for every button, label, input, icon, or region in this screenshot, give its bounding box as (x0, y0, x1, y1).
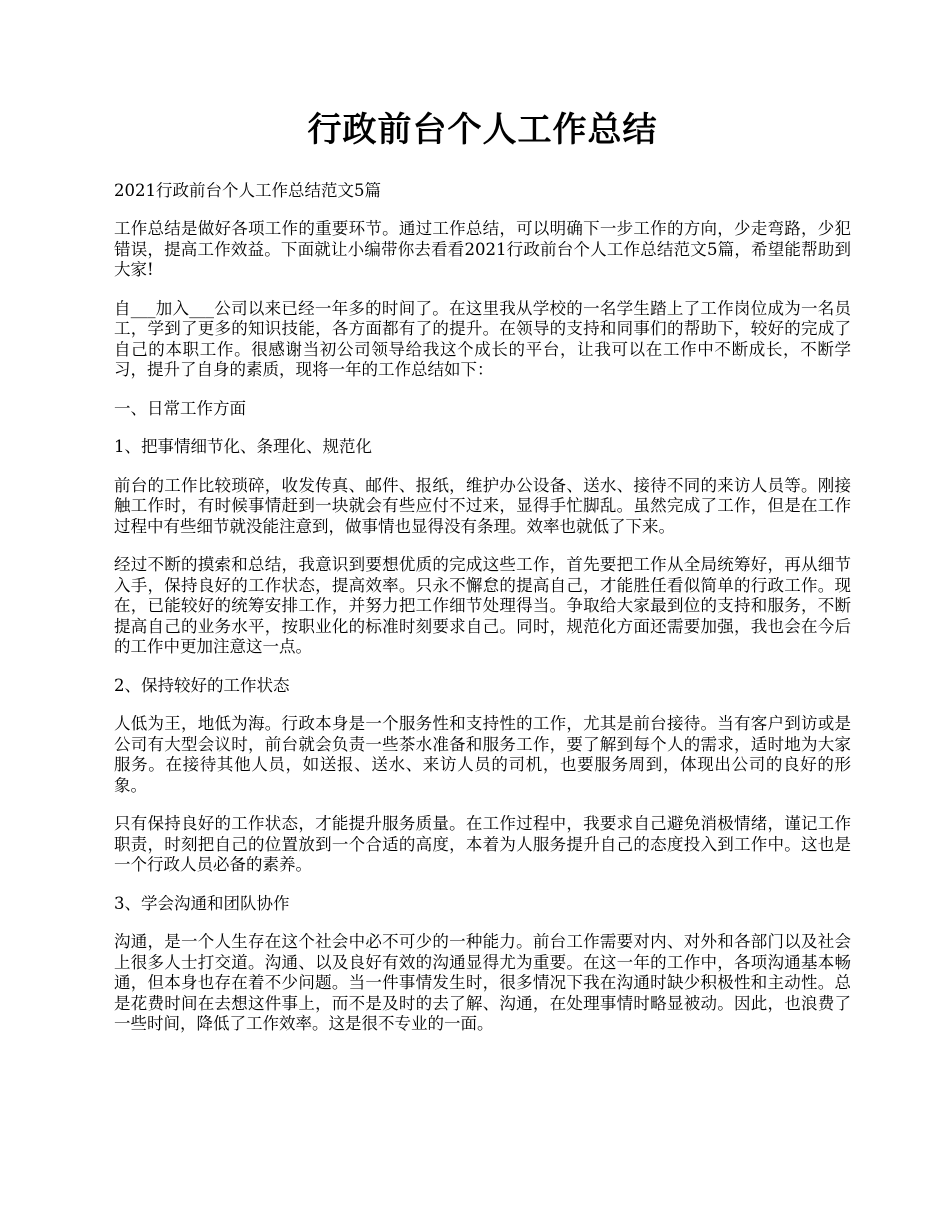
document-page (114, 110, 851, 1053)
point-heading-2: 2、保持较好的工作状态 (114, 675, 290, 695)
point-heading-3: 3、学会沟通和团队协作 (114, 893, 290, 913)
document-title: 行政前台个人工作总结 (307, 110, 658, 150)
point2-paragraph-2: 只有保持良好的工作状态，才能提升服务质量。在工作过程中，我要求自己避免消极情绪，谨记工作职责，时刻把自己的位置放到一个合适的高度，本着为人服务提升自己的态度投入到工作中。这也是一个行政人员必备的素养。 (114, 814, 851, 875)
point-heading-1: 1、把事情细节化、条理化、规范化 (114, 437, 372, 457)
point1-paragraph-1: 前台的工作比较琐碎，收发传真、邮件、报纸，维护办公设备、送水、接待不同的来访人员等。刚接触工作时，有时候事情赶到一块就会有些应付不过来，显得手忙脚乱。虽然完成了工作，但是在工作过程中有些细节就没能注意到，做事情也显得没有条理。效率也就低了下来。 (114, 475, 851, 536)
intro-paragraph: 工作总结是做好各项工作的重要环节。通过工作总结，可以明确下一步工作的方向，少走弯路，少犯错误，提高工作效益。下面就让小编带你去看看2021行政前台个人工作总结范文5篇，希望能帮助到大家! (114, 219, 851, 280)
opening-paragraph: 自___加入___公司以来已经一年多的时间了。在这里我从学校的一名学生踏上了工作岗位成为一名员工，学到了更多的知识技能，各方面都有了的提升。在领导的支持和同事们的帮助下，较好的完成了自己的本职工作。很感谢当初公司领导给我这个成长的平台，让我可以在工作中不断成长，不断学习，提升了自身的素质，现将一年的工作总结如下： (114, 298, 851, 380)
subtitle-line: 2021行政前台个人工作总结范文5篇 (114, 180, 381, 200)
point2-paragraph-1: 人低为王，地低为海。行政本身是一个服务性和支持性的工作，尤其是前台接待。当有客户到访或是公司有大型会议时，前台就会负责一些茶水准备和服务工作，要了解到每个人的需求，适时地为大家服务。在接待其他人员，如送报、送水、来访人员的司机，也要服务周到，体现出公司的良好的形象。 (114, 714, 851, 795)
section-heading-daily-work: 一、日常工作方面 (114, 398, 246, 418)
point1-paragraph-2: 经过不断的摸索和总结，我意识到要想优质的完成这些工作，首先要把工作从全局统筹好，再从细节入手，保持良好的工作状态，提高效率。只永不懈怠的提高自己，才能胜任看似简单的行政工作。现在，已能较好的统筹安排工作，并努力把工作细节处理得当。争取给大家最到位的支持和服务，不断提高自己的业务水平，按职业化的标准时刻要求自己。同时，规范化方面还需要加强，我也会在今后的工作中更加注意这一点。 (114, 555, 851, 657)
point3-paragraph-1: 沟通，是一个人生存在这个社会中必不可少的一种能力。前台工作需要对内、对外和各部门以及社会上很多人士打交道。沟通、以及良好有效的沟通显得尤为重要。在这一年的工作中，各项沟通基本畅通，但本身也存在着不少问题。当一件事情发生时，很多情况下我在沟通时缺少积极性和主动性。总是花费时间在去想这件事上，而不是及时的去了解、沟通，在处理事情时略显被动。因此，也浪费了一些时间，降低了工作效率。这是很不专业的一面。 (114, 932, 851, 1034)
